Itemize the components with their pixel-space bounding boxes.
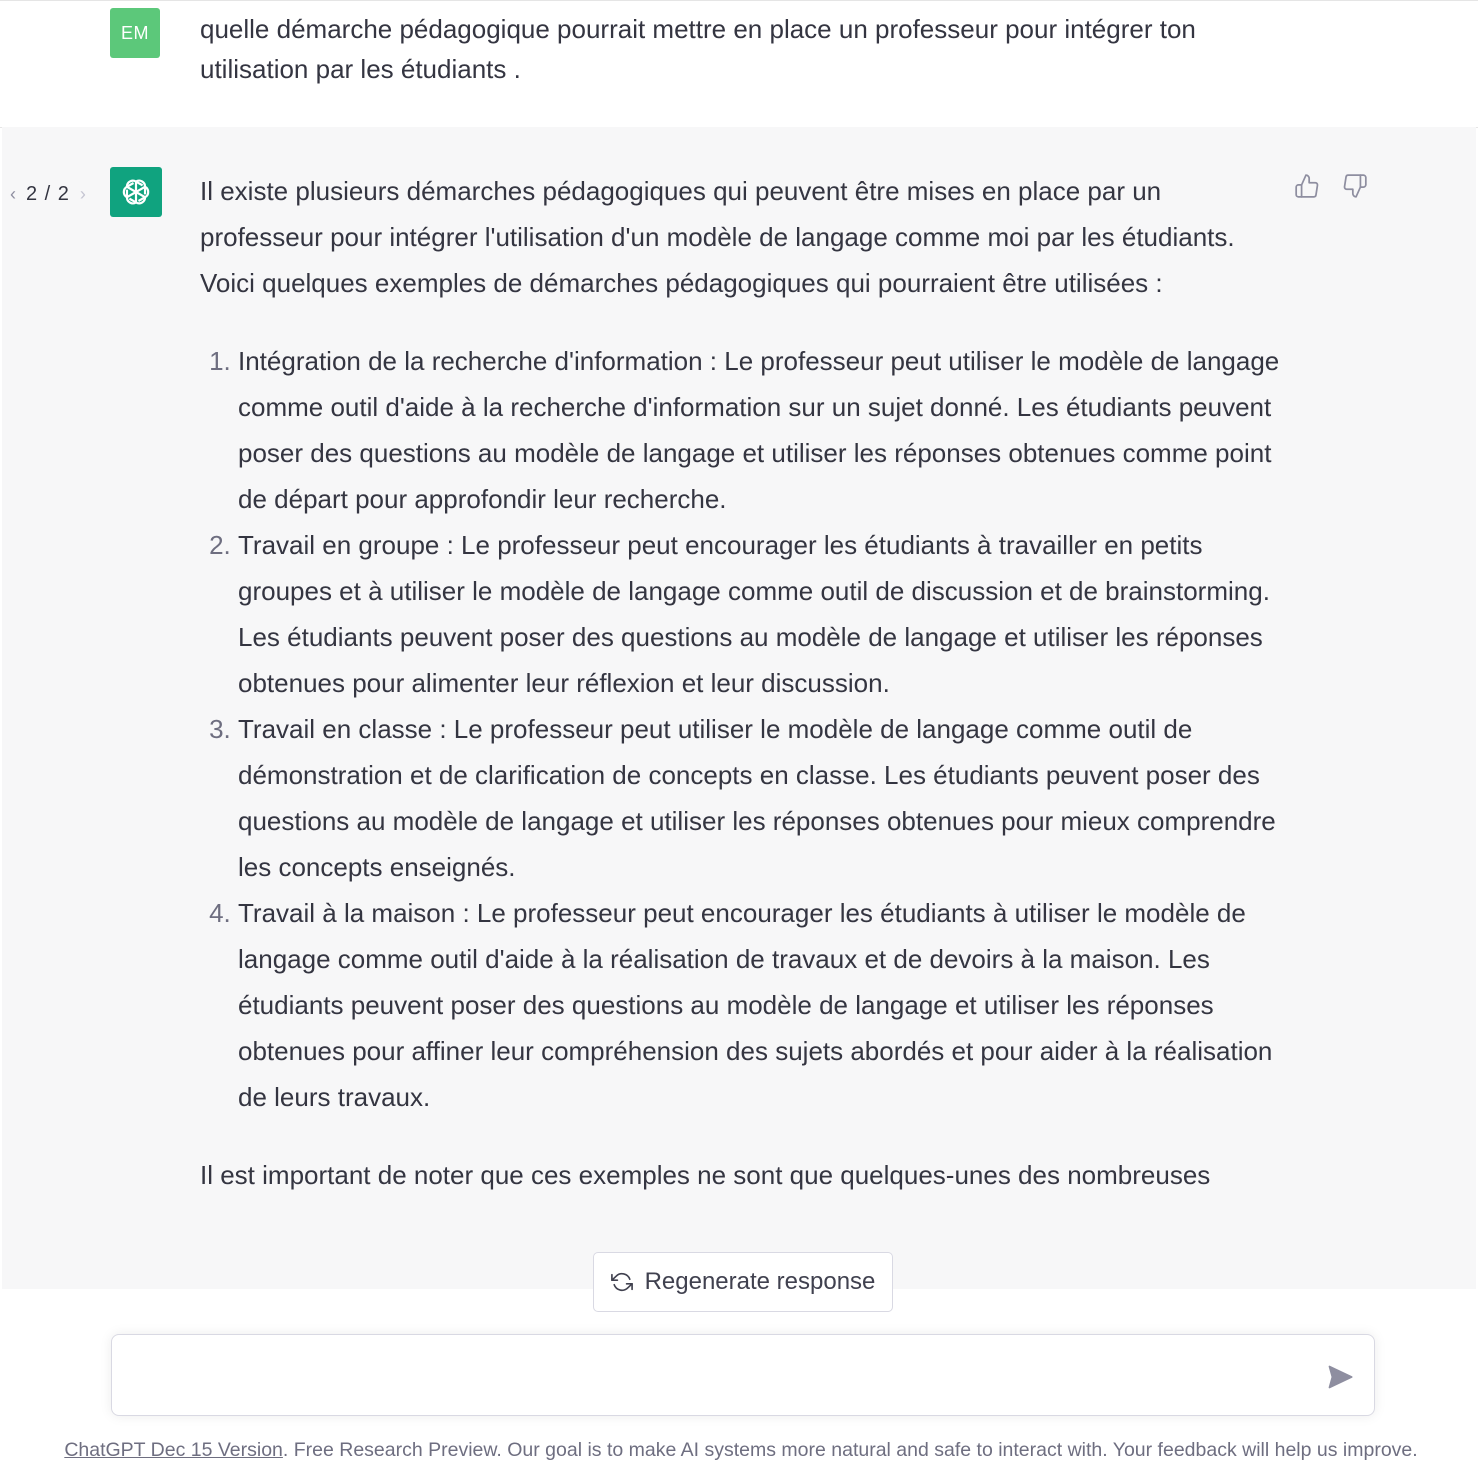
user-message-text: quelle démarche pédagogique pourrait mettre en place un professeur pour intégrer ton utilisation par les étudiants .	[200, 14, 1196, 84]
user-message	[0, 0, 1478, 128]
intro-paragraph: Il existe plusieurs démarches pédagogiques qui peuvent être mises en place par un professeur pour intégrer l'utilisation d'un modèle de langage comme moi par les étudiants. Voici quelques exemples de démarches pédagogiques qui pourraient être utilisées :	[200, 176, 1235, 298]
assistant-avatar	[110, 167, 162, 217]
thumbs-down-icon	[1342, 173, 1368, 199]
footer-text: . Free Research Preview. Our goal is to make AI systems more natural and safe to interact with. Your feedback will help us improve.	[282, 1439, 1418, 1461]
conclusion-paragraph: Il est important de noter que ces exemples ne sont que quelques-unes des nombreuses	[200, 1160, 1211, 1190]
chevron-left-icon[interactable]: ‹	[10, 183, 16, 204]
response-pager	[2, 177, 94, 211]
assistant-message	[2, 127, 1476, 1289]
examples-list	[200, 338, 1290, 1120]
openai-logo-icon	[117, 173, 155, 211]
refresh-icon	[611, 1271, 633, 1293]
message-input[interactable]	[132, 1357, 1316, 1401]
user-avatar-initials: EM	[121, 22, 149, 43]
user-avatar	[110, 8, 160, 58]
regenerate-response-button[interactable]	[593, 1252, 893, 1312]
list-item: 2. Travail en groupe : Le professeur peut encourager les étudiants à travailler en petits groupes et à utiliser le modèle de langage comme outil de discussion et de brainstorming. Les étudiants peuvent poser des questions au modèle de langage et utiliser les réponses obtenues pour alimenter leur réflexion et leur discussion.	[238, 522, 1290, 706]
list-item: 3. Travail en classe : Le professeur peut utiliser le modèle de langage comme outil de démonstration et de clarification de concepts en classe. Les étudiants peuvent poser des questions au modèle de langage et utiliser les réponses obtenues pour mieux comprendre les concepts enseignés.	[238, 706, 1290, 890]
feedback-buttons	[1292, 171, 1370, 201]
list-item: 1. Intégration de la recherche d'information : Le professeur peut utiliser le modèle de langage comme outil d'aide à la recherche d'information sur un sujet donné. Les étudiants peuvent poser des questions au modèle de langage et utiliser les réponses obtenues comme point de départ pour approfondir leur recherche.	[238, 338, 1290, 522]
thumbs-up-button[interactable]	[1292, 171, 1322, 201]
list-item: 4. Travail à la maison : Le professeur peut encourager les étudiants à utiliser le modèle de langage comme outil d'aide à la réalisation de travaux et de devoirs à la maison. Les étudiants peuvent poser des questions au modèle de langage et utiliser les réponses obtenues pour affiner leur compréhension des sujets abordés et pour aider à la réalisation de leurs travaux.	[238, 890, 1290, 1120]
send-icon[interactable]	[1326, 1363, 1354, 1391]
chevron-right-icon[interactable]: ›	[79, 183, 86, 204]
regenerate-label: Regenerate response	[644, 1268, 876, 1295]
pager-count: 2 / 2	[26, 182, 70, 205]
thumbs-up-icon	[1294, 173, 1320, 199]
version-link[interactable]: ChatGPT Dec 15 Version	[64, 1439, 283, 1461]
thumbs-down-button[interactable]	[1340, 171, 1370, 201]
message-input-box	[111, 1334, 1375, 1416]
assistant-message-content	[200, 168, 1290, 1198]
footer-disclaimer	[0, 1436, 1482, 1464]
